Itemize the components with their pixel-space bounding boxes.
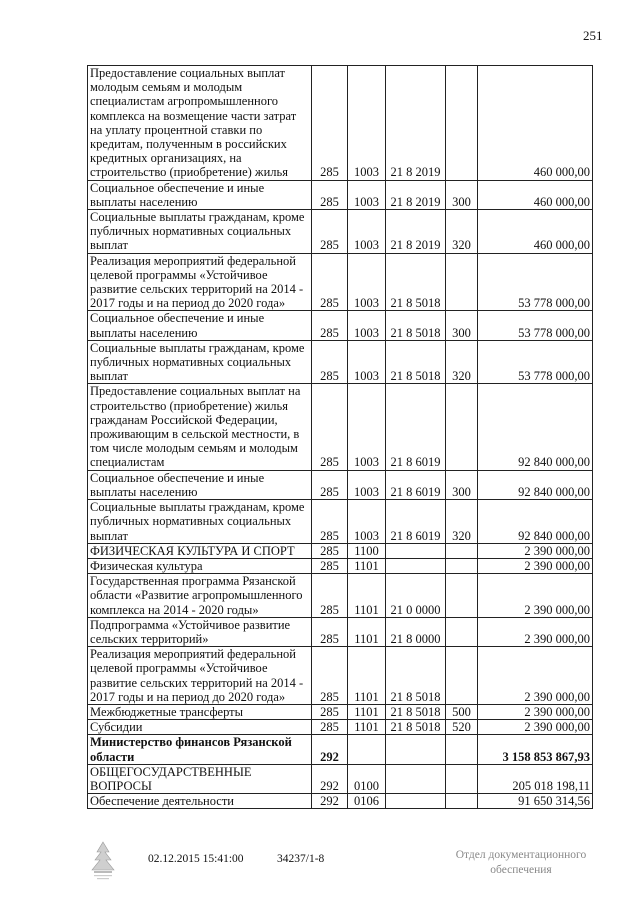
row-type: 500 [446, 704, 478, 719]
page-number: 251 [583, 28, 603, 43]
row-section: 1101 [348, 647, 386, 705]
footer-department-stamp: Отдел документационного обеспечения [455, 849, 587, 876]
row-code: 285 [312, 470, 348, 499]
row-type: 300 [446, 311, 478, 340]
row-target: 21 8 5018 [386, 704, 446, 719]
footer-date: 02.12.2015 15:41:00 [148, 853, 244, 865]
row-section: 1100 [348, 543, 386, 558]
row-code: 285 [312, 66, 348, 181]
row-amount: 53 778 000,00 [478, 311, 593, 340]
row-type [446, 384, 478, 470]
row-code: 285 [312, 500, 348, 544]
row-code: 285 [312, 647, 348, 705]
row-section: 1101 [348, 617, 386, 646]
row-name: Подпрограмма «Устойчивое развитие сельских территорий» [88, 617, 312, 646]
row-name: Министерство финансов Рязанской области [88, 735, 312, 764]
row-target: 21 8 5018 [386, 647, 446, 705]
row-name: Межбюджетные трансферты [88, 704, 312, 719]
row-section: 0106 [348, 794, 386, 809]
row-code: 285 [312, 340, 348, 384]
row-name: Реализация мероприятий федеральной целевой программы «Устойчивое развитие сельских территорий на 2014 - 2017 годы и на период до 2020 года» [88, 647, 312, 705]
row-type [446, 735, 478, 764]
row-section: 1101 [348, 574, 386, 618]
row-name: Социальное обеспечение и иные выплаты населению [88, 470, 312, 499]
row-section [348, 735, 386, 764]
row-section: 1003 [348, 384, 386, 470]
row-amount: 460 000,00 [478, 180, 593, 209]
row-amount: 205 018 198,11 [478, 764, 593, 793]
row-type [446, 558, 478, 573]
archive-logo-icon [88, 840, 118, 882]
row-code: 285 [312, 720, 348, 735]
table-row [88, 558, 593, 573]
row-target [386, 735, 446, 764]
row-amount: 2 390 000,00 [478, 720, 593, 735]
row-name: Социальные выплаты гражданам, кроме публичных нормативных социальных выплат [88, 340, 312, 384]
row-name: Субсидии [88, 720, 312, 735]
table-row [88, 66, 593, 181]
table-row [88, 470, 593, 499]
row-name: ФИЗИЧЕСКАЯ КУЛЬТУРА И СПОРТ [88, 543, 312, 558]
row-section: 1003 [348, 500, 386, 544]
row-target: 21 8 6019 [386, 384, 446, 470]
row-code: 285 [312, 574, 348, 618]
row-target: 21 8 5018 [386, 253, 446, 311]
row-section: 1003 [348, 180, 386, 209]
row-type: 320 [446, 340, 478, 384]
row-type: 320 [446, 500, 478, 544]
row-type [446, 617, 478, 646]
row-amount: 91 650 314,56 [478, 794, 593, 809]
row-amount: 460 000,00 [478, 66, 593, 181]
row-section: 0100 [348, 764, 386, 793]
row-target: 21 0 0000 [386, 574, 446, 618]
row-type: 300 [446, 470, 478, 499]
row-type: 300 [446, 180, 478, 209]
row-type: 320 [446, 210, 478, 254]
row-code: 292 [312, 735, 348, 764]
row-section: 1003 [348, 66, 386, 181]
row-section: 1003 [348, 470, 386, 499]
row-amount: 2 390 000,00 [478, 704, 593, 719]
row-code: 285 [312, 617, 348, 646]
row-target [386, 794, 446, 809]
row-target: 21 8 5018 [386, 340, 446, 384]
table-row [88, 384, 593, 470]
table-row [88, 253, 593, 311]
row-section: 1003 [348, 253, 386, 311]
row-name: Реализация мероприятий федеральной целевой программы «Устойчивое развитие сельских территорий на 2014 - 2017 годы и на период до 2020 года» [88, 253, 312, 311]
row-target: 21 8 2019 [386, 210, 446, 254]
row-target: 21 8 2019 [386, 66, 446, 181]
row-code: 285 [312, 311, 348, 340]
row-target [386, 764, 446, 793]
row-section: 1003 [348, 210, 386, 254]
row-target [386, 543, 446, 558]
table-row [88, 735, 593, 764]
row-type [446, 253, 478, 311]
row-code: 285 [312, 704, 348, 719]
row-name: Предоставление социальных выплат молодым семьям и молодым специалистам агропромышленного комплекса на возмещение части затрат на уплату процентной ставки по кредитам, полученным в российских кредитных организациях, на строительство (приобретение) жилья [88, 66, 312, 181]
row-name: Социальное обеспечение и иные выплаты населению [88, 311, 312, 340]
footer-doc-number: 34237/1-8 [277, 853, 325, 865]
row-section: 1101 [348, 720, 386, 735]
table-row [88, 574, 593, 618]
row-type [446, 66, 478, 181]
row-target [386, 558, 446, 573]
row-type: 520 [446, 720, 478, 735]
row-code: 285 [312, 543, 348, 558]
table-row [88, 617, 593, 646]
row-amount: 53 778 000,00 [478, 253, 593, 311]
table-row [88, 720, 593, 735]
row-amount: 460 000,00 [478, 210, 593, 254]
row-amount: 2 390 000,00 [478, 647, 593, 705]
table-row [88, 180, 593, 209]
row-name: Социальные выплаты гражданам, кроме публичных нормативных социальных выплат [88, 500, 312, 544]
row-section: 1003 [348, 311, 386, 340]
table-row [88, 647, 593, 705]
row-code: 285 [312, 180, 348, 209]
row-target: 21 8 0000 [386, 617, 446, 646]
row-amount: 2 390 000,00 [478, 574, 593, 618]
row-amount: 92 840 000,00 [478, 500, 593, 544]
row-amount: 2 390 000,00 [478, 617, 593, 646]
row-section: 1101 [348, 704, 386, 719]
table-row [88, 500, 593, 544]
row-name: Социальные выплаты гражданам, кроме публичных нормативных социальных выплат [88, 210, 312, 254]
table-row [88, 311, 593, 340]
budget-table [87, 65, 593, 809]
row-type [446, 794, 478, 809]
row-type [446, 647, 478, 705]
table-row [88, 794, 593, 809]
row-name: Государственная программа Рязанской области «Развитие агропромышленного комплекса на 2014 - 2020 годы» [88, 574, 312, 618]
row-code: 285 [312, 558, 348, 573]
table-row [88, 210, 593, 254]
row-name: ОБЩЕГОСУДАРСТВЕННЫЕ ВОПРОСЫ [88, 764, 312, 793]
row-target: 21 8 2019 [386, 180, 446, 209]
row-target: 21 8 5018 [386, 311, 446, 340]
table-row [88, 764, 593, 793]
row-section: 1003 [348, 340, 386, 384]
row-amount: 53 778 000,00 [478, 340, 593, 384]
row-type [446, 764, 478, 793]
row-code: 292 [312, 764, 348, 793]
row-name: Предоставление социальных выплат на строительство (приобретение) жилья гражданам Российской Федерации, проживающим в сельской местности, в том числе молодым семьям и молодым специалистам [88, 384, 312, 470]
row-target: 21 8 5018 [386, 720, 446, 735]
row-target: 21 8 6019 [386, 470, 446, 499]
row-type [446, 574, 478, 618]
row-section: 1101 [348, 558, 386, 573]
row-name: Физическая культура [88, 558, 312, 573]
row-name: Социальное обеспечение и иные выплаты населению [88, 180, 312, 209]
row-target: 21 8 6019 [386, 500, 446, 544]
row-code: 292 [312, 794, 348, 809]
row-amount: 92 840 000,00 [478, 384, 593, 470]
row-amount: 92 840 000,00 [478, 470, 593, 499]
table-row [88, 704, 593, 719]
row-code: 285 [312, 384, 348, 470]
table-row [88, 340, 593, 384]
budget-table-body [88, 66, 593, 809]
row-name: Обеспечение деятельности [88, 794, 312, 809]
table-row [88, 543, 593, 558]
row-amount: 2 390 000,00 [478, 558, 593, 573]
row-type [446, 543, 478, 558]
row-amount: 2 390 000,00 [478, 543, 593, 558]
row-code: 285 [312, 210, 348, 254]
row-amount: 3 158 853 867,93 [478, 735, 593, 764]
row-code: 285 [312, 253, 348, 311]
